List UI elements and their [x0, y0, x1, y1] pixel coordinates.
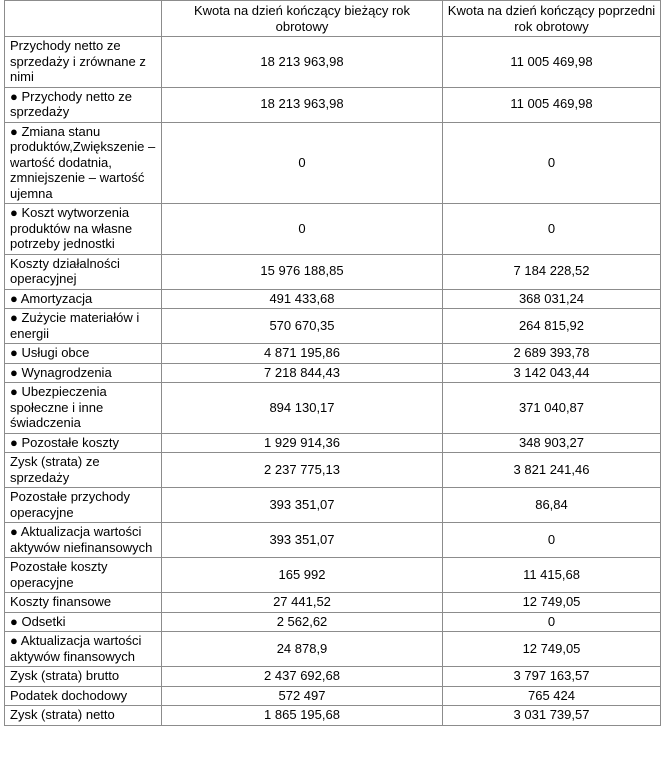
- row-label: Pozostałe przychody operacyjne: [5, 488, 162, 523]
- row-label: Podatek dochodowy: [5, 686, 162, 706]
- row-previous-value: 3 142 043,44: [443, 363, 661, 383]
- row-previous-value: 0: [443, 122, 661, 204]
- financial-table: [4, 0, 661, 726]
- row-previous-value: 368 031,24: [443, 289, 661, 309]
- table-row: [5, 706, 661, 726]
- table-row: [5, 363, 661, 383]
- row-previous-value: 3 797 163,57: [443, 667, 661, 687]
- row-current-value: 15 976 188,85: [162, 254, 443, 289]
- row-label: Koszty działalności operacyjnej: [5, 254, 162, 289]
- row-current-value: 0: [162, 204, 443, 255]
- row-current-value: 1 865 195,68: [162, 706, 443, 726]
- row-current-value: 2 562,62: [162, 612, 443, 632]
- row-current-value: 4 871 195,86: [162, 344, 443, 364]
- row-current-value: 1 929 914,36: [162, 433, 443, 453]
- row-label: ● Wynagrodzenia: [5, 363, 162, 383]
- table-row: [5, 289, 661, 309]
- row-previous-value: 12 749,05: [443, 632, 661, 667]
- row-label: Koszty finansowe: [5, 593, 162, 613]
- table-row: [5, 632, 661, 667]
- row-current-value: 570 670,35: [162, 309, 443, 344]
- row-previous-value: 348 903,27: [443, 433, 661, 453]
- row-label: Pozostałe koszty operacyjne: [5, 558, 162, 593]
- row-previous-value: 2 689 393,78: [443, 344, 661, 364]
- row-current-value: 572 497: [162, 686, 443, 706]
- row-current-value: 18 213 963,98: [162, 37, 443, 88]
- table-row: [5, 254, 661, 289]
- row-current-value: 894 130,17: [162, 383, 443, 434]
- table-row: [5, 686, 661, 706]
- row-current-value: 18 213 963,98: [162, 87, 443, 122]
- table-row: [5, 523, 661, 558]
- row-previous-value: 371 040,87: [443, 383, 661, 434]
- table-row: [5, 453, 661, 488]
- row-previous-value: 0: [443, 204, 661, 255]
- row-label: Zysk (strata) brutto: [5, 667, 162, 687]
- row-current-value: 2 437 692,68: [162, 667, 443, 687]
- row-label: Zysk (strata) netto: [5, 706, 162, 726]
- table-row: [5, 558, 661, 593]
- header-current-year: Kwota na dzień kończący bieżący rok obrotowy: [162, 1, 443, 37]
- row-label: ● Ubezpieczenia społeczne i inne świadczenia: [5, 383, 162, 434]
- row-previous-value: 765 424: [443, 686, 661, 706]
- row-previous-value: 3 031 739,57: [443, 706, 661, 726]
- row-previous-value: 12 749,05: [443, 593, 661, 613]
- table-row: [5, 667, 661, 687]
- row-label: Zysk (strata) ze sprzedaży: [5, 453, 162, 488]
- header-previous-year: Kwota na dzień kończący poprzedni rok obrotowy: [443, 1, 661, 37]
- table-row: [5, 309, 661, 344]
- row-label: ● Koszt wytworzenia produktów na własne potrzeby jednostki: [5, 204, 162, 255]
- table-row: [5, 37, 661, 88]
- header-row: [5, 1, 661, 37]
- table-row: [5, 593, 661, 613]
- row-current-value: 491 433,68: [162, 289, 443, 309]
- row-current-value: 0: [162, 122, 443, 204]
- row-current-value: 7 218 844,43: [162, 363, 443, 383]
- table-row: [5, 204, 661, 255]
- row-previous-value: 3 821 241,46: [443, 453, 661, 488]
- table-row: [5, 383, 661, 434]
- row-current-value: 2 237 775,13: [162, 453, 443, 488]
- header-label-cell: [5, 1, 162, 37]
- table-row: [5, 122, 661, 204]
- table-row: [5, 87, 661, 122]
- row-previous-value: 0: [443, 612, 661, 632]
- row-label: ● Aktualizacja wartości aktywów niefinansowych: [5, 523, 162, 558]
- row-previous-value: 11 005 469,98: [443, 37, 661, 88]
- row-current-value: 393 351,07: [162, 488, 443, 523]
- row-previous-value: 264 815,92: [443, 309, 661, 344]
- row-current-value: 165 992: [162, 558, 443, 593]
- row-label: ● Zużycie materiałów i energii: [5, 309, 162, 344]
- row-label: ● Zmiana stanu produktów,Zwiększenie – wartość dodatnia, zmniejszenie – wartość ujemna: [5, 122, 162, 204]
- row-current-value: 27 441,52: [162, 593, 443, 613]
- row-current-value: 24 878,9: [162, 632, 443, 667]
- row-label: ● Usługi obce: [5, 344, 162, 364]
- row-previous-value: 7 184 228,52: [443, 254, 661, 289]
- table-row: [5, 344, 661, 364]
- row-current-value: 393 351,07: [162, 523, 443, 558]
- row-label: ● Amortyzacja: [5, 289, 162, 309]
- row-previous-value: 11 005 469,98: [443, 87, 661, 122]
- row-previous-value: 86,84: [443, 488, 661, 523]
- row-previous-value: 11 415,68: [443, 558, 661, 593]
- row-label: ● Pozostałe koszty: [5, 433, 162, 453]
- table-row: [5, 488, 661, 523]
- row-label: ● Aktualizacja wartości aktywów finansowych: [5, 632, 162, 667]
- row-label: Przychody netto ze sprzedaży i zrównane z nimi: [5, 37, 162, 88]
- table-row: [5, 433, 661, 453]
- row-previous-value: 0: [443, 523, 661, 558]
- row-label: ● Przychody netto ze sprzedaży: [5, 87, 162, 122]
- table-row: [5, 612, 661, 632]
- row-label: ● Odsetki: [5, 612, 162, 632]
